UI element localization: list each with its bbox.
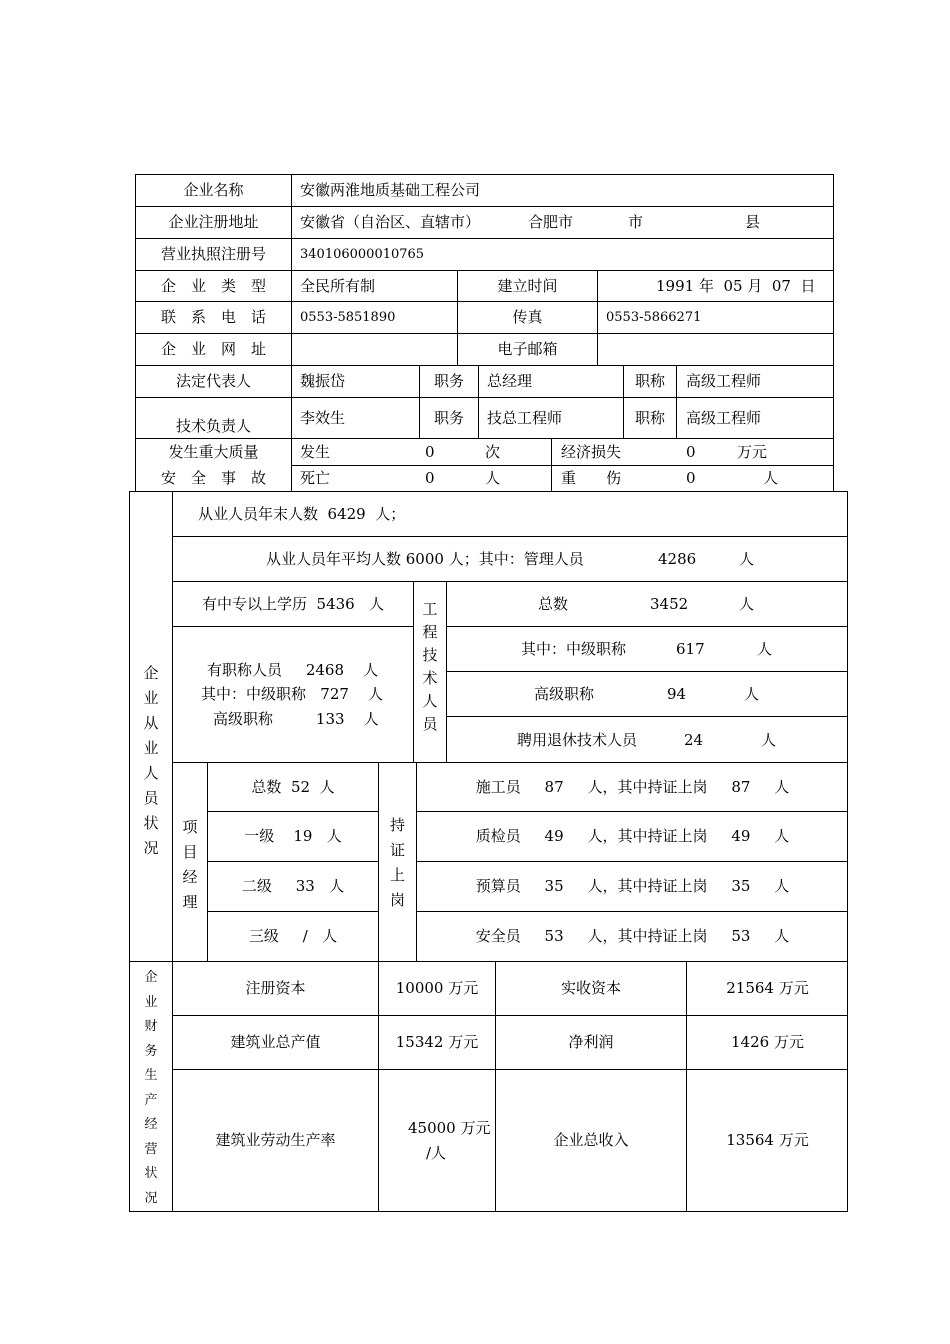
accident-label-line1: 发生重大质量 bbox=[168, 443, 259, 461]
eng-total: 3452 bbox=[650, 595, 689, 613]
company-name: 安徽两淮地质基础工程公司 bbox=[300, 181, 481, 199]
fax-number: 0553-5866271 bbox=[606, 310, 702, 325]
cert-row-quality: 质检员 49 人，其中持证上岗 49 人 bbox=[475, 827, 790, 845]
email-label: 电子邮箱 bbox=[497, 340, 558, 358]
injury-count: 0 bbox=[686, 469, 696, 487]
death-unit: 人 bbox=[485, 469, 501, 487]
eng-retired: 24 bbox=[684, 731, 704, 749]
staff-section-label: 企 业 从 业 人 员 状 况 bbox=[143, 664, 159, 857]
injury-label: 重 伤 bbox=[561, 469, 622, 487]
phone-number: 0553-5851890 bbox=[300, 310, 396, 325]
company-type-label: 企 业 类 型 bbox=[160, 277, 266, 295]
loss-value: 0 bbox=[686, 443, 696, 461]
productivity-value-line2: /人 bbox=[426, 1144, 447, 1162]
pm-level2: 二级 33 人 bbox=[241, 877, 345, 895]
reg-address-county-suffix: 县 bbox=[745, 213, 761, 231]
eng-retired-unit: 人 bbox=[761, 731, 777, 749]
cert-row-safety: 安全员 53 人，其中持证上岗 53 人 bbox=[475, 927, 790, 945]
eng-mid-unit: 人 bbox=[757, 640, 773, 658]
license-number: 340106000010765 bbox=[300, 247, 425, 262]
cert-row-budget: 预算员 35 人，其中持证上岗 35 人 bbox=[475, 877, 790, 895]
reg-address-province: 安徽省（自治区、直辖市） bbox=[300, 213, 481, 231]
eng-mid-label: 其中：中级职称 bbox=[521, 640, 627, 658]
mgmt-count: 4286 bbox=[658, 550, 697, 568]
titled-staff-line1: 有职称人员 2468 人 bbox=[207, 661, 379, 679]
company-type: 全民所有制 bbox=[300, 277, 376, 295]
injury-unit: 人 bbox=[763, 469, 779, 487]
company-name-label: 企业名称 bbox=[183, 181, 244, 199]
project-manager-label: 项 目 经 理 bbox=[182, 818, 198, 911]
reg-address-label: 企业注册地址 bbox=[168, 213, 259, 231]
eng-senior: 94 bbox=[667, 685, 687, 703]
engineering-staff-label: 工 程 技 术 人 员 bbox=[422, 600, 438, 733]
eng-total-unit: 人 bbox=[739, 595, 755, 613]
eng-total-label: 总数 bbox=[538, 595, 569, 613]
cert-row-construction: 施工员 87 人，其中持证上岗 87 人 bbox=[475, 778, 790, 796]
mgmt-unit: 人 bbox=[739, 550, 755, 568]
legal-rep-post: 总经理 bbox=[487, 372, 533, 390]
accident-label-line2: 安 全 事 故 bbox=[160, 469, 266, 487]
legal-rep-post-label: 职务 bbox=[433, 372, 464, 390]
year-end-staff: 从业人员年末人数 6429 人； bbox=[198, 505, 406, 523]
tech-lead-title: 高级工程师 bbox=[686, 409, 762, 427]
paid-capital-label: 实收资本 bbox=[560, 979, 621, 997]
pm-level3: 三级 / 人 bbox=[248, 927, 338, 945]
tech-lead-label: 技术负责人 bbox=[175, 417, 251, 435]
profit-value: 1426 万元 bbox=[731, 1033, 804, 1051]
profit-label: 净利润 bbox=[568, 1033, 614, 1051]
reg-address-city-suffix: 市 bbox=[628, 213, 644, 231]
loss-label: 经济损失 bbox=[561, 443, 622, 461]
paid-capital: 21564 万元 bbox=[726, 979, 809, 997]
legal-rep-title-label: 职称 bbox=[634, 372, 665, 390]
tech-lead-title-label: 职称 bbox=[634, 409, 665, 427]
legal-rep-label: 法定代表人 bbox=[175, 372, 251, 390]
tech-lead-post-label: 职务 bbox=[433, 409, 464, 427]
certified-label: 持 证 上 岗 bbox=[389, 816, 405, 909]
reg-capital-label: 注册资本 bbox=[245, 979, 306, 997]
income-label: 企业总收入 bbox=[553, 1131, 629, 1149]
pm-level1: 一级 19 人 bbox=[244, 827, 342, 845]
eng-retired-label: 聘用退休技术人员 bbox=[517, 731, 638, 749]
tech-lead-name: 李效生 bbox=[300, 409, 346, 427]
pm-total: 总数 52 人 bbox=[251, 778, 335, 796]
output-value: 15342 万元 bbox=[395, 1033, 479, 1051]
legal-rep-title: 高级工程师 bbox=[686, 372, 762, 390]
eng-senior-unit: 人 bbox=[744, 685, 760, 703]
loss-unit: 万元 bbox=[737, 443, 768, 461]
titled-staff-line3: 高级职称 133 人 bbox=[213, 710, 379, 728]
founded-date: 1991 年 05 月 07 日 bbox=[656, 277, 816, 295]
license-label: 营业执照注册号 bbox=[160, 245, 266, 263]
phone-label: 联 系 电 话 bbox=[160, 308, 266, 326]
productivity-label: 建筑业劳动生产率 bbox=[215, 1131, 336, 1149]
education-count: 有中专以上学历 5436 人 bbox=[201, 595, 384, 613]
death-label: 死亡 bbox=[300, 469, 331, 487]
output-label: 建筑业总产值 bbox=[230, 1033, 321, 1051]
titled-staff-line2: 其中：中级职称 727 人 bbox=[201, 685, 384, 703]
tech-lead-post: 技总工程师 bbox=[487, 409, 563, 427]
eng-senior-label: 高级职称 bbox=[534, 685, 595, 703]
productivity-value-line1: 45000 万元 bbox=[408, 1119, 491, 1137]
occur-count: 0 bbox=[425, 443, 435, 461]
reg-address-city: 合肥市 bbox=[528, 213, 574, 231]
income-value: 13564 万元 bbox=[726, 1131, 809, 1149]
legal-rep-name: 魏振岱 bbox=[300, 372, 346, 390]
founded-label: 建立时间 bbox=[497, 277, 558, 295]
occur-unit: 次 bbox=[485, 443, 501, 461]
reg-capital: 10000 万元 bbox=[395, 979, 479, 997]
avg-staff: 从业人员年平均人数 6000 人；其中：管理人员 bbox=[266, 550, 584, 568]
finance-section-label: 企 业 财 务 生 产 经 营 状 况 bbox=[144, 970, 158, 1206]
fax-label: 传真 bbox=[512, 308, 543, 326]
death-count: 0 bbox=[425, 469, 435, 487]
website-label: 企 业 网 址 bbox=[160, 340, 266, 358]
occur-label: 发生 bbox=[300, 443, 331, 461]
eng-mid: 617 bbox=[676, 640, 705, 658]
